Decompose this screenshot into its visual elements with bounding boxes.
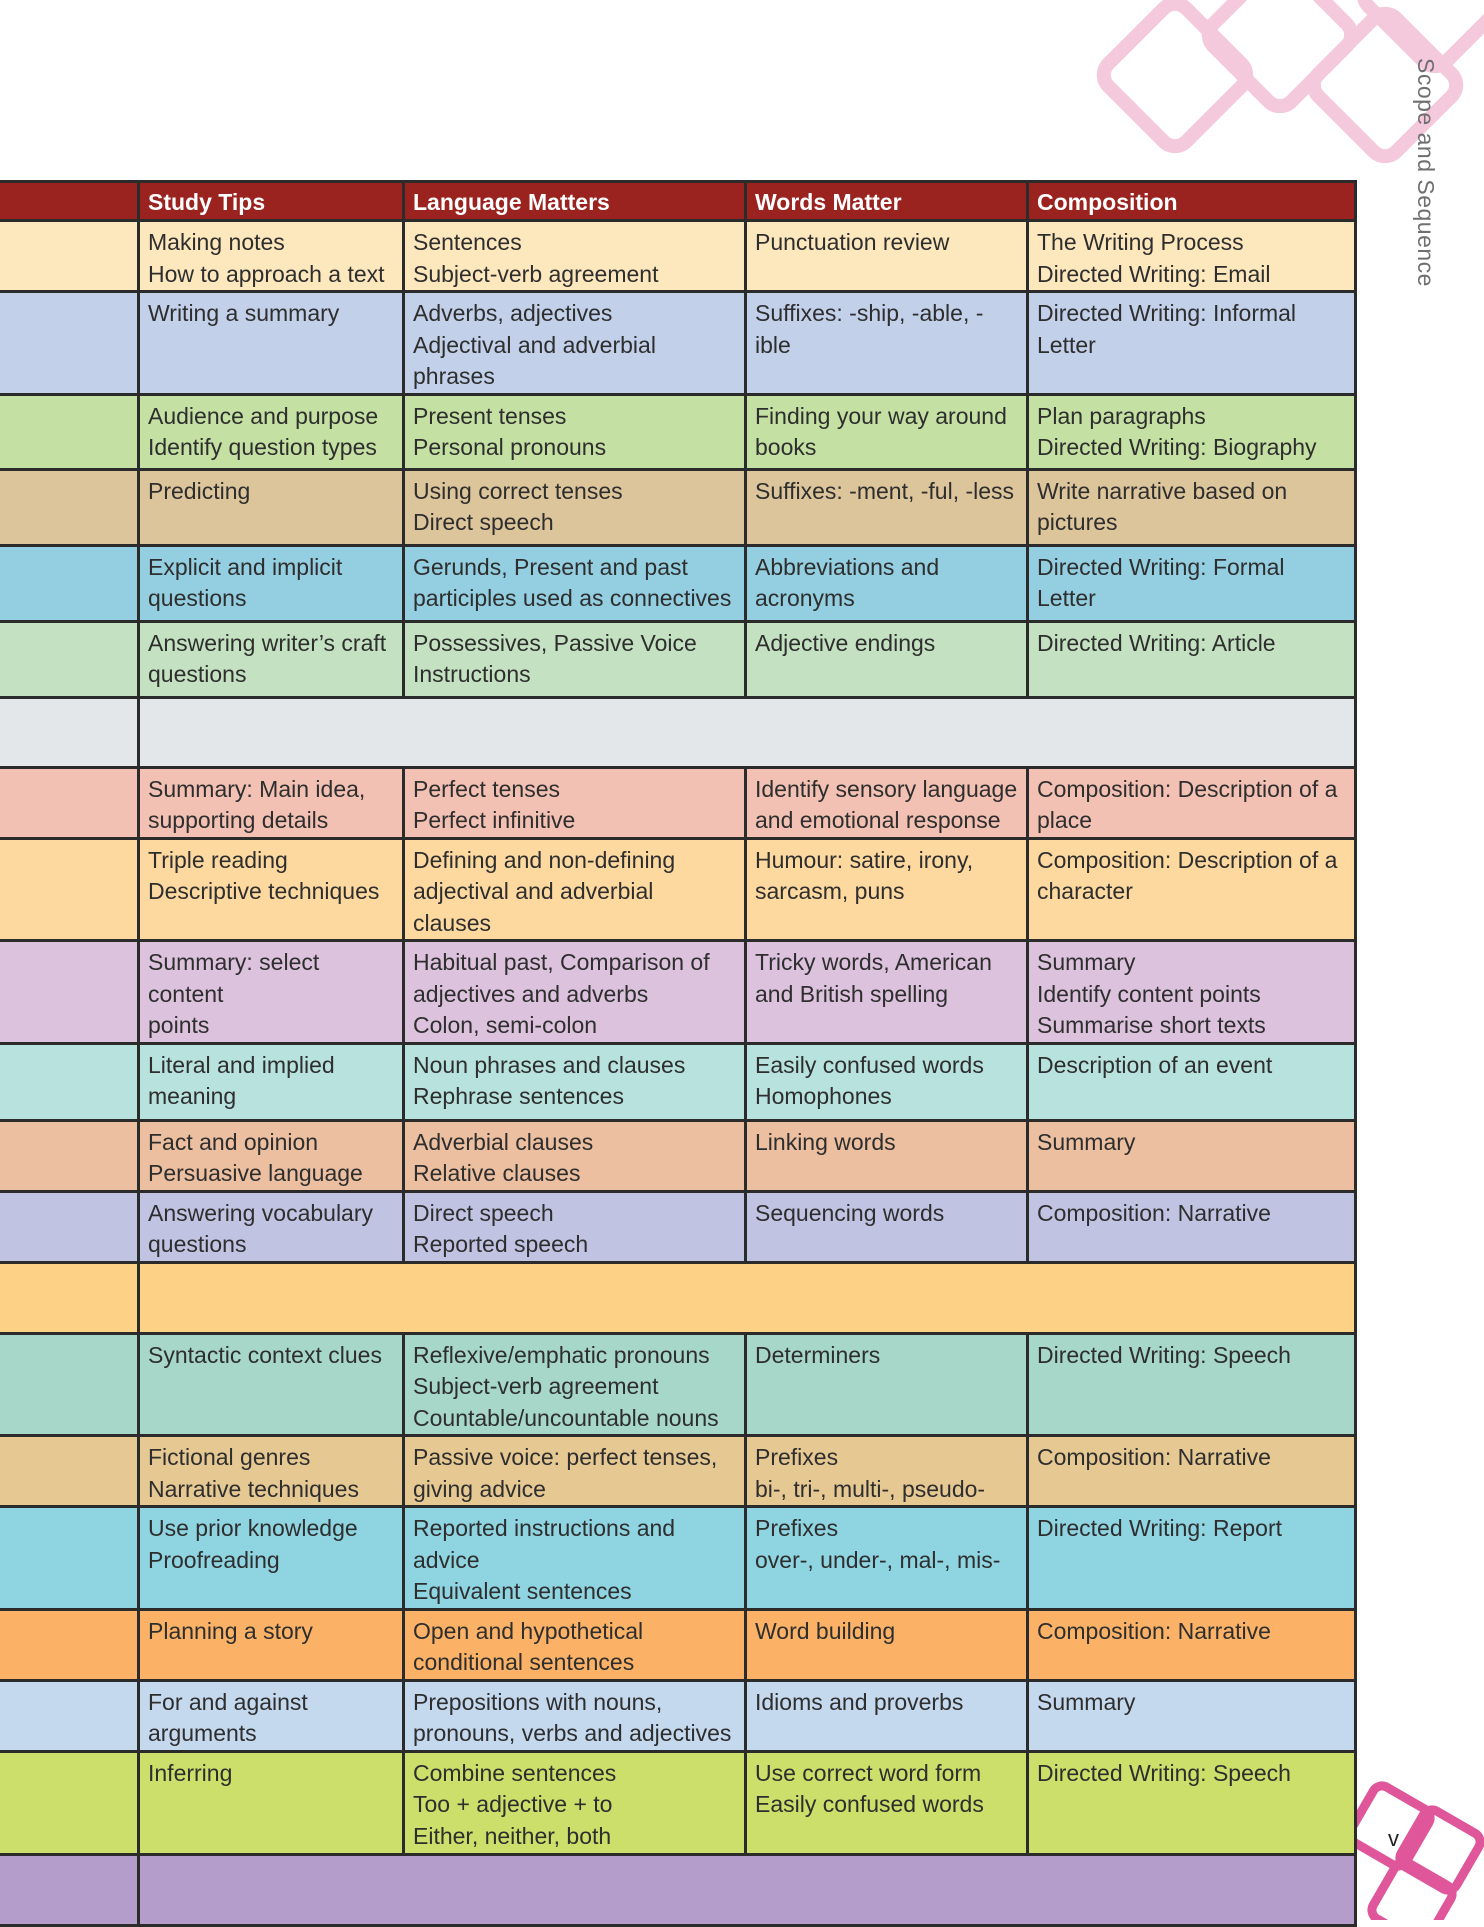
- table-row: [0, 1680, 1356, 1751]
- study-tips-cell: Audience and purpose Identify question types: [139, 394, 404, 469]
- composition-cell: Directed Writing: Informal Letter: [1028, 292, 1356, 395]
- study-tips-cell: Planning a story: [139, 1609, 404, 1680]
- study-tips-cell: Triple reading Descriptive techniques: [139, 838, 404, 941]
- language-matters-cell: Reported instructions and advice Equivalent sentences: [404, 1507, 746, 1610]
- words-matter-cell: Adjective endings: [746, 621, 1028, 697]
- composition-cell: Directed Writing: Article: [1028, 621, 1356, 697]
- table-row: [0, 838, 1356, 941]
- language-matters-cell: Adverbs, adjectives Adjectival and adverbial phrases: [404, 292, 746, 395]
- table-row: [0, 1333, 1356, 1436]
- language-matters-cell: Passive voice: perfect tenses, giving advice: [404, 1436, 746, 1507]
- language-matters-cell: Adverbial clauses Relative clauses: [404, 1120, 746, 1191]
- unit-cell: [0, 1436, 139, 1507]
- unit-cell: [0, 1043, 139, 1120]
- words-matter-cell: Word building: [746, 1609, 1028, 1680]
- language-matters-cell: Defining and non-defining adjectival and adverbial clauses: [404, 838, 746, 941]
- study-tips-cell: Answering vocabulary questions: [139, 1191, 404, 1262]
- table-row: [0, 394, 1356, 469]
- language-matters-cell: Habitual past, Comparison of adjectives and adverbs Colon, semi-colon: [404, 941, 746, 1044]
- table-row: [0, 1507, 1356, 1610]
- composition-cell: Directed Writing: Speech: [1028, 1333, 1356, 1436]
- words-matter-cell: Idioms and proverbs: [746, 1680, 1028, 1751]
- composition-cell: The Writing Process Directed Writing: Email: [1028, 221, 1356, 292]
- unit-cell: [0, 697, 139, 767]
- table-body: [0, 221, 1356, 1926]
- scope-and-sequence-table: [0, 180, 1357, 1927]
- table-row: [0, 292, 1356, 395]
- study-tips-cell: Fictional genres Narrative techniques: [139, 1436, 404, 1507]
- header-study-tips: Study Tips: [139, 182, 404, 221]
- language-matters-cell: Possessives, Passive Voice Instructions: [404, 621, 746, 697]
- words-matter-cell: Determiners: [746, 1333, 1028, 1436]
- composition-cell: Composition: Narrative: [1028, 1609, 1356, 1680]
- section-divider-cell: [139, 1854, 1356, 1925]
- table-row: [0, 1436, 1356, 1507]
- unit-cell: [0, 1609, 139, 1680]
- unit-cell: [0, 394, 139, 469]
- unit-cell: [0, 1191, 139, 1262]
- composition-cell: Composition: Narrative: [1028, 1191, 1356, 1262]
- page-number: v: [1388, 1826, 1399, 1851]
- composition-cell: Summary: [1028, 1120, 1356, 1191]
- words-matter-cell: Prefixes over-, under-, mal-, mis-: [746, 1507, 1028, 1610]
- header-unit: [0, 182, 139, 221]
- composition-cell: Directed Writing: Report: [1028, 1507, 1356, 1610]
- unit-cell: [0, 1854, 139, 1925]
- table-row: [0, 1043, 1356, 1120]
- words-matter-cell: Identify sensory language and emotional response: [746, 767, 1028, 838]
- words-matter-cell: Abbreviations and acronyms: [746, 545, 1028, 621]
- unit-cell: [0, 1751, 139, 1854]
- study-tips-cell: Inferring: [139, 1751, 404, 1854]
- unit-cell: [0, 221, 139, 292]
- study-tips-cell: Syntactic context clues: [139, 1333, 404, 1436]
- language-matters-cell: Present tenses Personal pronouns: [404, 394, 746, 469]
- table-header-row: [0, 182, 1356, 221]
- unit-cell: [0, 941, 139, 1044]
- study-tips-cell: Fact and opinion Persuasive language: [139, 1120, 404, 1191]
- table-row: [0, 545, 1356, 621]
- words-matter-cell: Humour: satire, irony, sarcasm, puns: [746, 838, 1028, 941]
- words-matter-cell: Punctuation review: [746, 221, 1028, 292]
- unit-cell: [0, 1680, 139, 1751]
- unit-cell: [0, 292, 139, 395]
- section-divider-cell: [139, 1262, 1356, 1333]
- section-divider-row: [0, 697, 1356, 767]
- language-matters-cell: Noun phrases and clauses Rephrase sentences: [404, 1043, 746, 1120]
- header-words-matter: Words Matter: [746, 182, 1028, 221]
- unit-cell: [0, 838, 139, 941]
- unit-cell: [0, 767, 139, 838]
- unit-cell: [0, 469, 139, 545]
- language-matters-cell: Sentences Subject-verb agreement: [404, 221, 746, 292]
- language-matters-cell: Open and hypothetical conditional sentences: [404, 1609, 746, 1680]
- language-matters-cell: Gerunds, Present and past participles used as connectives: [404, 545, 746, 621]
- table-row: [0, 1609, 1356, 1680]
- table-row: [0, 621, 1356, 697]
- composition-cell: Composition: Description of a place: [1028, 767, 1356, 838]
- composition-cell: Write narrative based on pictures: [1028, 469, 1356, 545]
- study-tips-cell: Summary: select content points: [139, 941, 404, 1044]
- language-matters-cell: Direct speech Reported speech: [404, 1191, 746, 1262]
- words-matter-cell: Linking words: [746, 1120, 1028, 1191]
- study-tips-cell: Making notes How to approach a text: [139, 221, 404, 292]
- language-matters-cell: Perfect tenses Perfect infinitive: [404, 767, 746, 838]
- words-matter-cell: Suffixes: -ment, -ful, -less: [746, 469, 1028, 545]
- study-tips-cell: Use prior knowledge Proofreading: [139, 1507, 404, 1610]
- section-divider-cell: [139, 697, 1356, 767]
- unit-cell: [0, 1120, 139, 1191]
- composition-cell: Directed Writing: Speech: [1028, 1751, 1356, 1854]
- words-matter-cell: Tricky words, American and British spelling: [746, 941, 1028, 1044]
- composition-cell: Directed Writing: Formal Letter: [1028, 545, 1356, 621]
- words-matter-cell: Finding your way around books: [746, 394, 1028, 469]
- table-row: [0, 767, 1356, 838]
- section-divider-row: [0, 1262, 1356, 1333]
- language-matters-cell: Prepositions with nouns, pronouns, verbs and adjectives: [404, 1680, 746, 1751]
- composition-cell: Summary Identify content points Summarise short texts: [1028, 941, 1356, 1044]
- header-composition: Composition: [1028, 182, 1356, 221]
- study-tips-cell: Predicting: [139, 469, 404, 545]
- unit-cell: [0, 1262, 139, 1333]
- study-tips-cell: Explicit and implicit questions: [139, 545, 404, 621]
- study-tips-cell: Writing a summary: [139, 292, 404, 395]
- study-tips-cell: For and against arguments: [139, 1680, 404, 1751]
- words-matter-cell: Use correct word form Easily confused words: [746, 1751, 1028, 1854]
- composition-cell: Composition: Narrative: [1028, 1436, 1356, 1507]
- language-matters-cell: Combine sentences Too + adjective + to Either, neither, both: [404, 1751, 746, 1854]
- header-language-matters: Language Matters: [404, 182, 746, 221]
- words-matter-cell: Easily confused words Homophones: [746, 1043, 1028, 1120]
- composition-cell: Description of an event: [1028, 1043, 1356, 1120]
- words-matter-cell: Suffixes: -ship, -able, -ible: [746, 292, 1028, 395]
- table-row: [0, 1751, 1356, 1854]
- study-tips-cell: Answering writer’s craft questions: [139, 621, 404, 697]
- section-divider-row: [0, 1854, 1356, 1925]
- language-matters-cell: Using correct tenses Direct speech: [404, 469, 746, 545]
- composition-cell: Plan paragraphs Directed Writing: Biography: [1028, 394, 1356, 469]
- words-matter-cell: Sequencing words: [746, 1191, 1028, 1262]
- study-tips-cell: Summary: Main idea, supporting details: [139, 767, 404, 838]
- table-row: [0, 221, 1356, 292]
- table-row: [0, 469, 1356, 545]
- composition-cell: Summary: [1028, 1680, 1356, 1751]
- composition-cell: Composition: Description of a character: [1028, 838, 1356, 941]
- side-label: Scope and Sequence: [1413, 58, 1439, 287]
- words-matter-cell: Prefixes bi-, tri-, multi-, pseudo-: [746, 1436, 1028, 1507]
- unit-cell: [0, 621, 139, 697]
- table-row: [0, 1191, 1356, 1262]
- table-row: [0, 941, 1356, 1044]
- language-matters-cell: Reflexive/emphatic pronouns Subject-verb agreement Countable/uncountable nouns: [404, 1333, 746, 1436]
- unit-cell: [0, 1507, 139, 1610]
- unit-cell: [0, 545, 139, 621]
- table-row: [0, 1120, 1356, 1191]
- unit-cell: [0, 1333, 139, 1436]
- study-tips-cell: Literal and implied meaning: [139, 1043, 404, 1120]
